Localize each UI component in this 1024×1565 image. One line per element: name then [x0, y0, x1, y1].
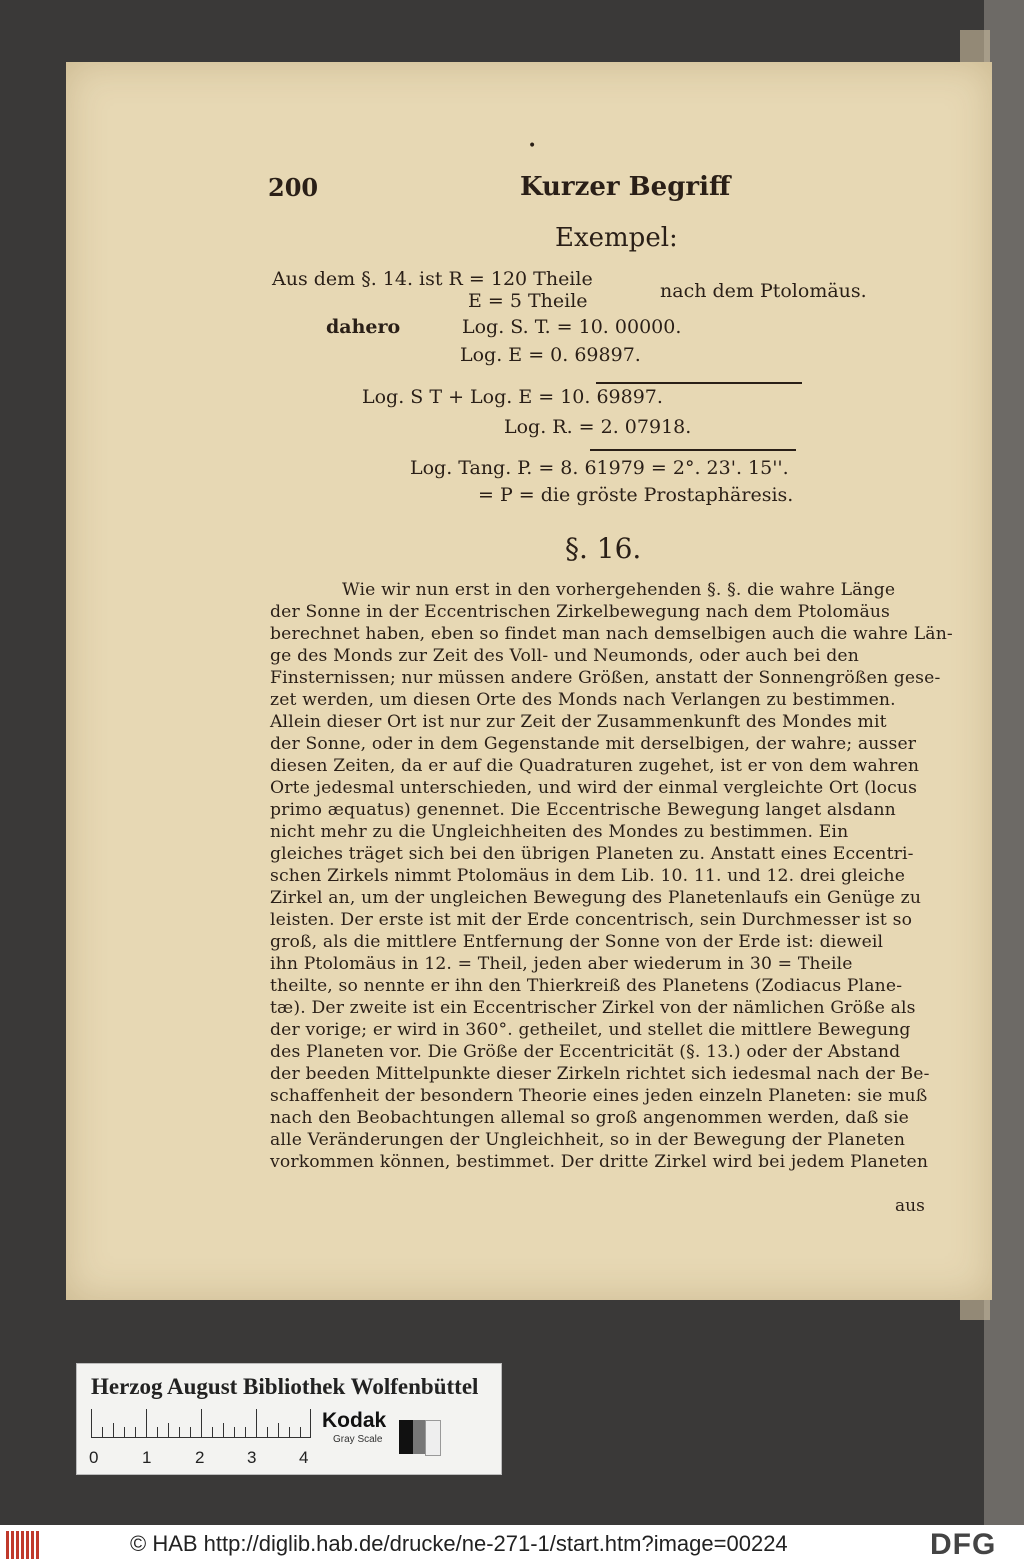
page-number: 200 [268, 173, 319, 202]
dfg-logo: DFG [930, 1528, 997, 1561]
body-line: nach den Beobachtungen allemal so groß angenommen werden, daß sie [270, 1108, 909, 1128]
body-line: des Planeten vor. Die Größe der Eccentricität (§. 13.) oder der Abstand [270, 1042, 901, 1062]
equation-line: = P = die gröste Prostaphäresis. [478, 484, 794, 506]
catchword: aus [895, 1196, 925, 1216]
body-line: primo æquatus) genennet. Die Eccentrische Bewegung langet alsdann [270, 800, 896, 820]
sum-rule [596, 382, 802, 384]
ink-mark: • [528, 138, 537, 154]
gray-scale-label: Gray Scale [333, 1434, 383, 1445]
body-line: groß, als die mittlere Entfernung der Sonne von der Erde ist: dieweil [270, 932, 884, 952]
body-line: diesen Zeiten, da er auf die Quadraturen zugehet, ist er von dem wahren [270, 756, 920, 776]
scale-ruler [91, 1409, 311, 1438]
example-heading: Exempel: [555, 223, 678, 253]
body-line: berechnet haben, eben so findet man nach demselbigen auch die wahre Län- [270, 624, 953, 644]
section-heading: §. 16. [565, 532, 642, 565]
color-calibration-card [76, 1363, 502, 1475]
equation-line: Log. R. = 2. 07918. [504, 416, 692, 438]
gray-swatch [399, 1420, 413, 1454]
hab-logo-icon [6, 1531, 40, 1559]
footer-url[interactable]: © HAB http://diglib.hab.de/drucke/ne-271-1/start.htm?image=00224 [130, 1531, 788, 1556]
footer-bar [0, 1525, 1024, 1565]
body-line: theilte, so nennte er ihn den Thierkreiß des Planetens (Zodiacus Plane- [270, 976, 903, 996]
body-line: zet werden, um diesen Orte des Monds nach Verlangen zu bestimmen. [270, 690, 896, 710]
gray-swatch [413, 1420, 425, 1454]
body-line: nicht mehr zu die Ungleichheiten des Mondes zu bestimmen. Ein [270, 822, 849, 842]
equation-line: dahero [326, 316, 401, 338]
body-line: der vorige; er wird in 360°. getheilet, und stellet die mittlere Bewegung [270, 1020, 911, 1040]
running-head: Kurzer Begriff [520, 172, 731, 202]
body-line: ge des Monds zur Zeit des Voll- und Neumonds, oder auch bei den [270, 646, 859, 666]
body-line: schaffenheit der besondern Theorie eines jeden einzeln Planeten: sie muß [270, 1086, 928, 1106]
body-line: gleiches träget sich bei den übrigen Planeten zu. Anstatt eines Eccentri- [270, 844, 914, 864]
equation-line: Aus dem §. 14. ist R = 120 Theile [272, 268, 593, 290]
body-line: Finsternissen; nur müssen andere Größen, anstatt der Sonnengrößen gese- [270, 668, 941, 688]
body-line: alle Veränderungen der Ungleichheit, so in der Bewegung der Planeten [270, 1130, 906, 1150]
body-line: der Sonne in der Eccentrischen Zirkelbewegung nach dem Ptolomäus [270, 602, 891, 622]
body-line: leisten. Der erste ist mit der Erde concentrisch, sein Durchmesser ist so [270, 910, 913, 930]
body-line: Wie wir nun erst in den vorhergehenden §. §. die wahre Länge [342, 580, 896, 600]
gray-swatch [425, 1420, 441, 1456]
body-line: schen Zirkels nimmt Ptolomäus in dem Lib. 10. 11. und 12. drei gleiche [270, 866, 906, 886]
body-line: vorkommen können, bestimmet. Der dritte Zirkel wird bei jedem Planeten [270, 1152, 929, 1172]
body-line: ihn Ptolomäus in 12. = Theil, jeden aber wiederum in 30 = Theile [270, 954, 853, 974]
scale-label: 1 [142, 1448, 152, 1467]
equation-line: Log. E = 0. 69897. [460, 344, 641, 366]
body-line: der beeden Mittelpunkte dieser Zirkeln richtet sich iedesmal nach der Be- [270, 1064, 930, 1084]
body-line: Orte jedesmal unterschieden, und wird der einmal vergleichte Ort (locus [270, 778, 918, 798]
body-line: Zirkel an, um der ungleichen Bewegung des Planetenlaufs ein Genüge zu [270, 888, 922, 908]
scale-label: 4 [299, 1448, 309, 1467]
scale-label: 0 [89, 1448, 99, 1467]
difference-rule [590, 449, 796, 451]
body-line: Allein dieser Ort ist nur zur Zeit der Zusammenkunft des Mondes mit [270, 712, 887, 732]
scale-label: 3 [247, 1448, 257, 1467]
equation-line: Log. S T + Log. E = 10. 69897. [362, 386, 663, 408]
equation-line: Log. S. T. = 10. 00000. [462, 316, 682, 338]
body-line: der Sonne, oder in dem Gegenstande mit derselbigen, der wahre; ausser [270, 734, 917, 754]
equation-line: Log. Tang. P. = 8. 61979 = 2°. 23'. 15''. [410, 457, 789, 479]
body-line: tæ). Der zweite ist ein Eccentrischer Zirkel von der nämlichen Größe als [270, 998, 916, 1018]
scale-label: 2 [195, 1448, 205, 1467]
equation-line: E = 5 Theile [468, 290, 588, 312]
kodak-brand: Kodak [322, 1409, 387, 1432]
library-name: Herzog August Bibliothek Wolfenbüttel [91, 1374, 479, 1399]
equation-line: nach dem Ptolomäus. [660, 280, 867, 302]
